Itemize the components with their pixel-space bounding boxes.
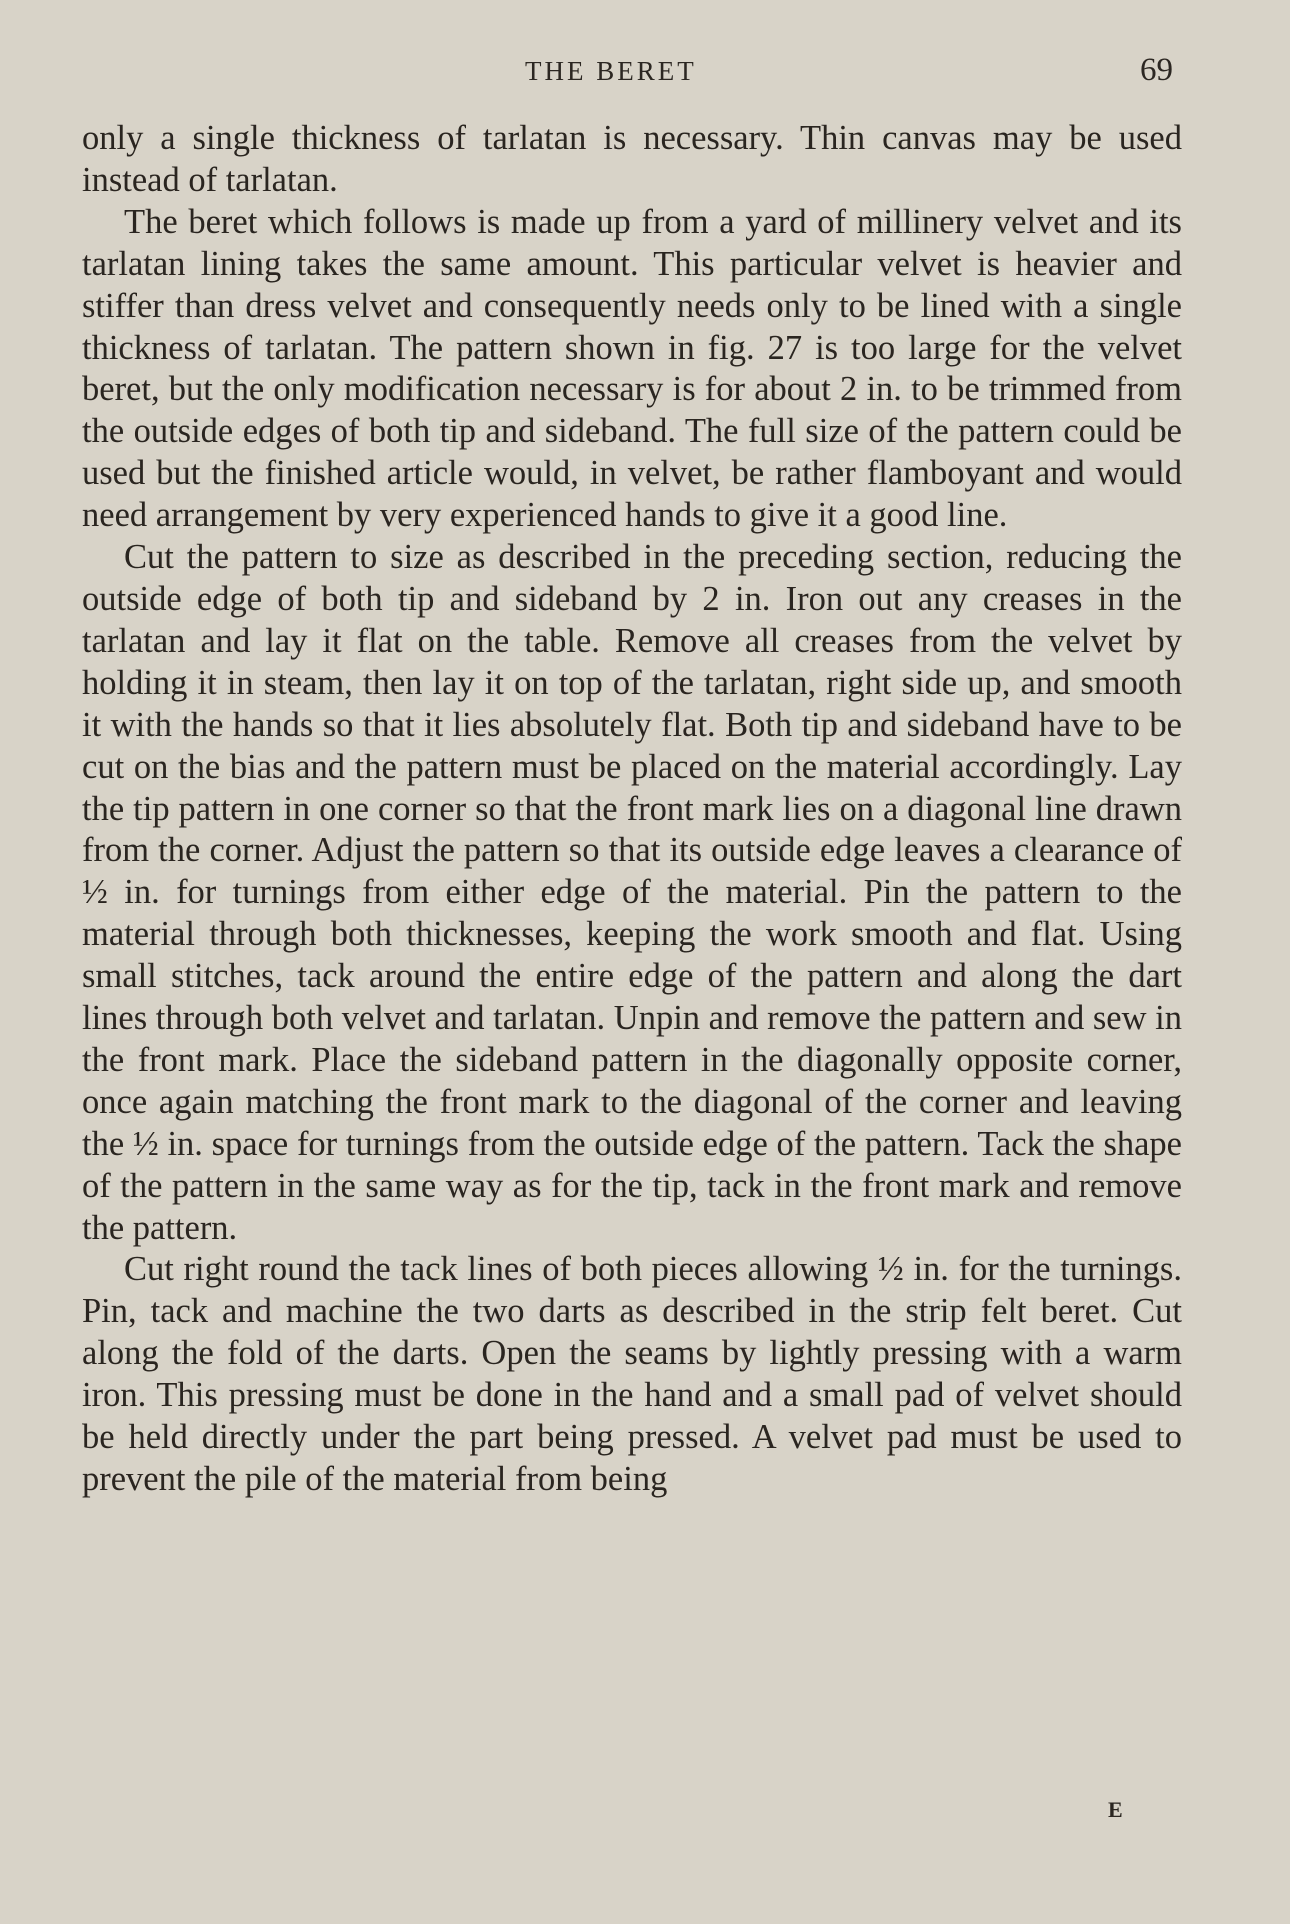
running-head (0, 52, 1290, 92)
paragraph: The beret which follows is made up from a yard of millinery velvet and its tarlatan lining takes the same amount. This particular velvet is heavier and stiffer than dress velvet and consequently needs only to be lined with a single thickness of tarlatan. The pattern shown in fig. 27 is too large for the velvet beret, but the only modification necessary is for about 2 in. to be trimmed from the outside edges of both tip and sideband. The full size of the pattern could be used but the finished article would, in velvet, be rather flamboyant and would need arrangement by very experienced hands to give it a good line. (82, 202, 1182, 535)
paragraph: Cut right round the tack lines of both pieces allowing ½ in. for the turnings. Pin, tack and machine the two darts as described in the strip felt beret. Cut along the fold of the darts. Open the seams by lightly pressing with a warm iron. This pressing must be done in the hand and a small pad of velvet should be held directly under the part being pressed. A velvet pad must be used to prevent the pile of the material from being (82, 1250, 1182, 1498)
body-text (82, 118, 1182, 1501)
page-number: 69 (1140, 52, 1173, 88)
running-head-title: THE BERET (525, 56, 697, 86)
paragraph-continued: only a single thickness of tarlatan is necessary. Thin canvas may be used instead of tarlatan. (82, 119, 1182, 199)
paragraph: Cut the pattern to size as described in the preceding section, reducing the outside edge of both tip and sideband by 2 in. Iron out any creases in the tarlatan and lay it flat on the table. Remove all creases from the velvet by holding it in steam, then lay it on top of the tarlatan, right side up, and smooth it with the hands so that it lies absolutely flat. Both tip and sideband have to be cut on the bias and the pattern must be placed on the material accordingly. Lay the tip pattern in one corner so that the front mark lies on a diagonal line drawn from the corner. Adjust the pattern so that its outside edge leaves a clearance of ½ in. for turnings from either edge of the material. Pin the pattern to the material through both thicknesses, keeping the work smooth and flat. Using small stitches, tack around the entire edge of the pattern and along the dart lines through both velvet and tarlatan. Unpin and remove the pattern and sew in the front mark. Place the sideband pattern in the diagonally opposite corner, once again matching the front mark to the diagonal of the corner and leaving the ½ in. space for turnings from the outside edge of the pattern. Tack the shape of the pattern in the same way as for the tip, tack in the front mark and remove the pattern. (82, 538, 1182, 1247)
signature-mark: E (1108, 1797, 1123, 1822)
